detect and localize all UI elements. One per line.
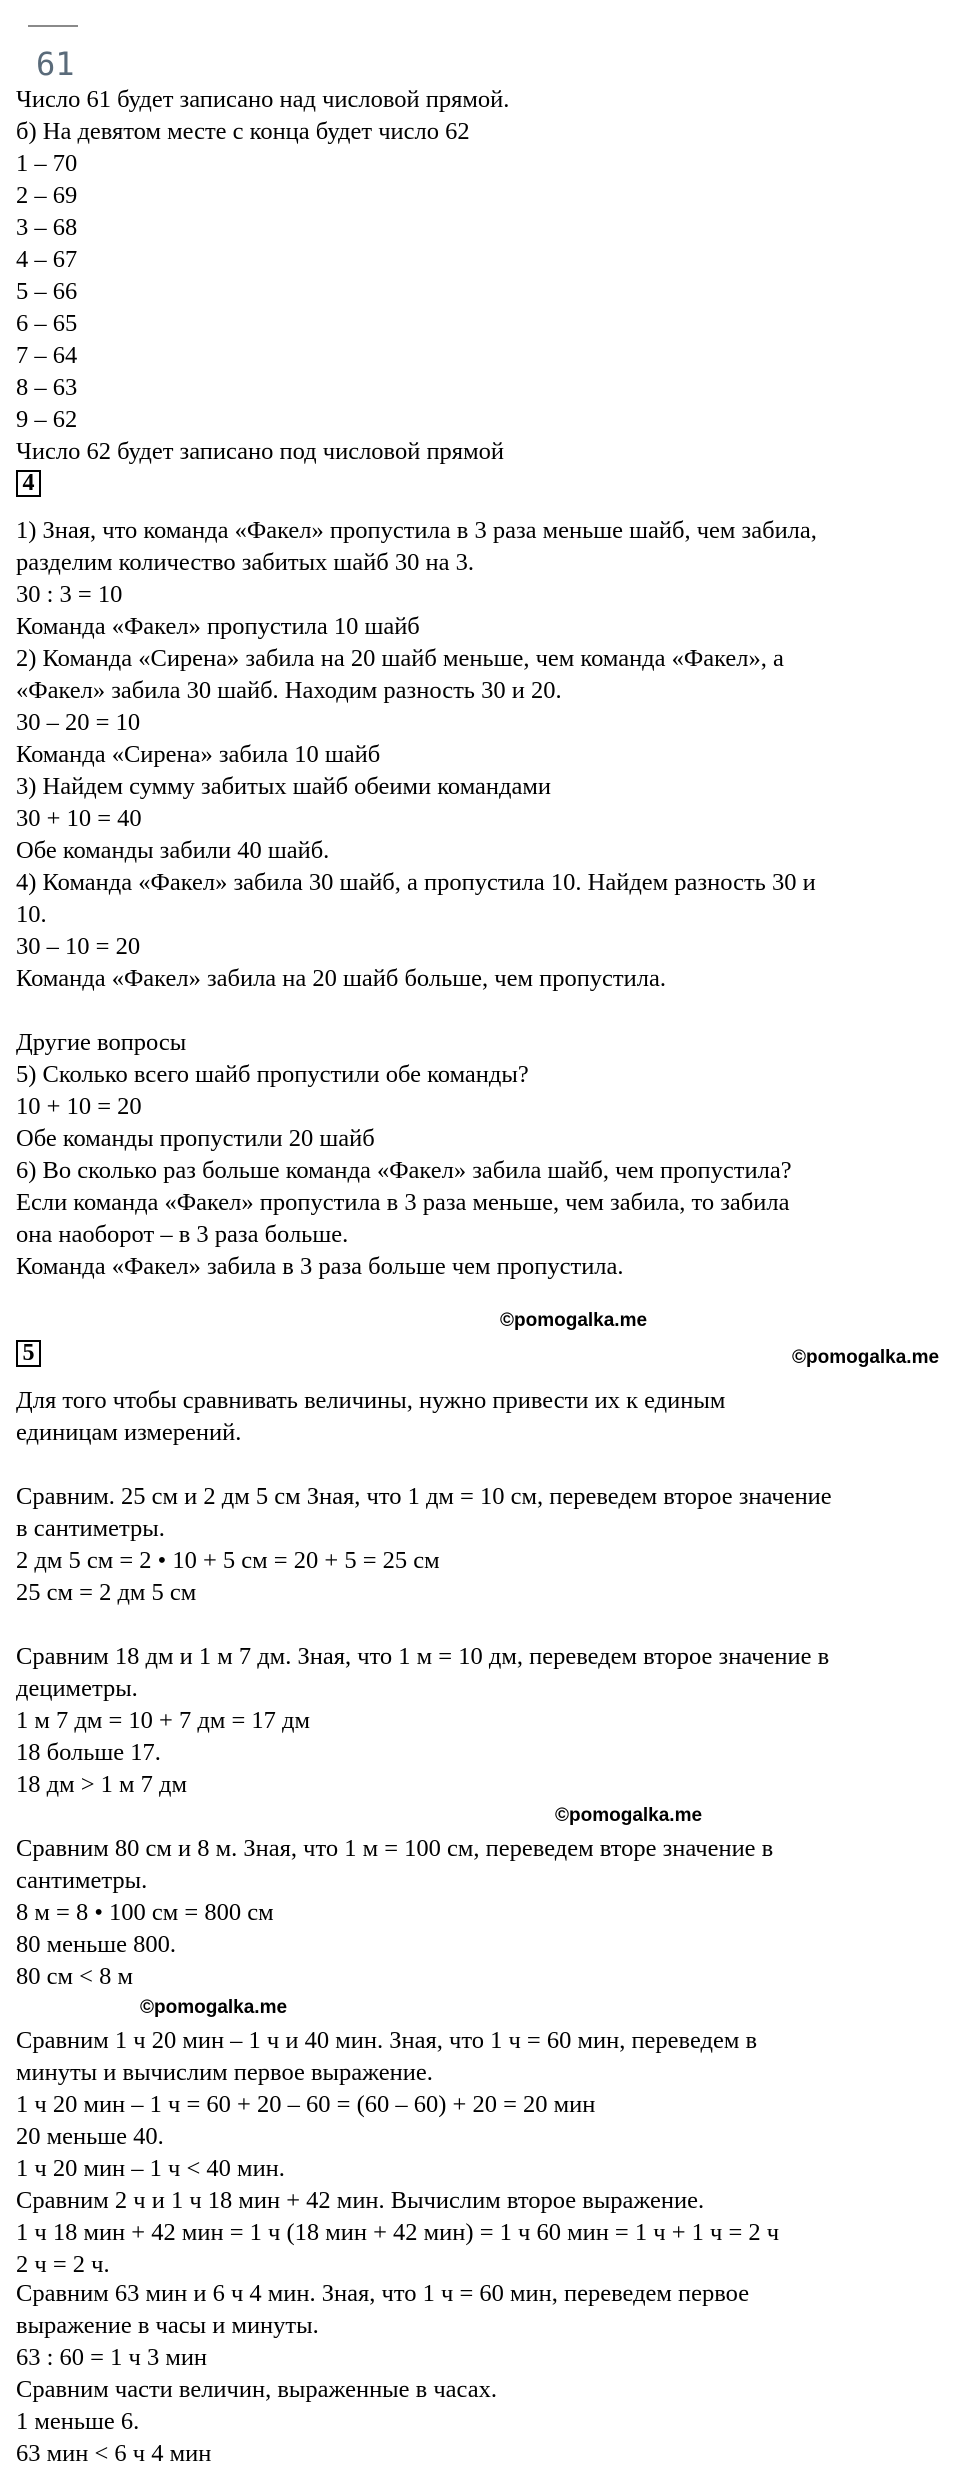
text-line: 6) Во сколько раз больше команда «Факел» забила шайб, чем пропустила? (16, 1157, 792, 1184)
text-line: она наоборот – в 3 раза больше. (16, 1221, 349, 1248)
text-line: Сравним части величин, выраженные в часах. (16, 2376, 497, 2403)
text-line: выражение в часы и минуты. (16, 2312, 319, 2339)
text-line: Команда «Факел» забила в 3 раза больше чем пропустила. (16, 1253, 624, 1280)
text-line: «Факел» забила 30 шайб. Находим разность 30 и 20. (16, 677, 562, 704)
equation: 1 ч 20 мин – 1 ч < 40 мин. (16, 2155, 285, 2182)
text-line: 5) Сколько всего шайб пропустили обе команды? (16, 1061, 529, 1088)
text-line: 10. (16, 901, 47, 928)
text-line: Команда «Факел» забила на 20 шайб больше, чем пропустила. (16, 965, 666, 992)
task-number-5: 5 (16, 1340, 41, 1367)
equation: 63 : 60 = 1 ч 3 мин (16, 2344, 208, 2371)
text-line: Обе команды забили 40 шайб. (16, 837, 330, 864)
equation: 8 м = 8 • 100 см = 800 см (16, 1899, 274, 1926)
top-rule (28, 25, 78, 27)
text-line: Сравним 18 дм и 1 м 7 дм. Зная, что 1 м = 10 дм, переведем второе значение в (16, 1643, 830, 1670)
equation: 30 : 3 = 10 (16, 581, 123, 608)
text-line: Сравним 80 см и 8 м. Зная, что 1 м = 100 см, переведем вторе значение в (16, 1835, 774, 1862)
text-line: 2) Команда «Сирена» забила на 20 шайб меньше, чем команда «Факел», а (16, 645, 784, 672)
text-line: Сравним 2 ч и 1 ч 18 мин + 42 мин. Вычислим второе выражение. (16, 2187, 705, 2214)
text-line: 20 меньше 40. (16, 2123, 164, 2150)
text-line: Сравним 63 мин и 6 ч 4 мин. Зная, что 1 ч = 60 мин, переведем первое (16, 2280, 750, 2307)
watermark: ©pomogalka.me (792, 1347, 940, 1368)
text-line: 3) Найдем сумму забитых шайб обеими командами (16, 773, 551, 800)
text-line: Число 61 будет записано над числовой прямой. (16, 86, 510, 113)
text-line: Сравним 1 ч 20 мин – 1 ч и 40 мин. Зная, что 1 ч = 60 мин, переведем в (16, 2027, 758, 2054)
text-line: б) На девятом месте с конца будет число 62 (16, 118, 470, 145)
text-line: Обе команды пропустили 20 шайб (16, 1125, 375, 1152)
equation: 1 ч 20 мин – 1 ч = 60 + 20 – 60 = (60 – 60) + 20 = 20 мин (16, 2091, 596, 2118)
watermark: ©pomogalka.me (555, 1805, 703, 1826)
text-line: Для того чтобы сравнивать величины, нужно привести их к единым (16, 1387, 726, 1414)
list-item: 9 – 62 (16, 406, 78, 433)
task-number-4: 4 (16, 470, 41, 497)
text-line: Число 62 будет записано под числовой прямой (16, 438, 504, 465)
equation: 2 ч = 2 ч. (16, 2251, 110, 2278)
list-item: 7 – 64 (16, 342, 78, 369)
text-line: минуты и вычислим первое выражение. (16, 2059, 433, 2086)
text-line: в сантиметры. (16, 1515, 165, 1542)
text-line: Команда «Сирена» забила 10 шайб (16, 741, 381, 768)
equation: 10 + 10 = 20 (16, 1093, 142, 1120)
text-line: 1 меньше 6. (16, 2408, 140, 2435)
text-line: 1) Зная, что команда «Факел» пропустила в 3 раза меньше шайб, чем забила, (16, 517, 817, 544)
list-item: 4 – 67 (16, 246, 78, 273)
text-line: 80 меньше 800. (16, 1931, 177, 1958)
subheading: Другие вопросы (16, 1029, 187, 1056)
text-line: Команда «Факел» пропустила 10 шайб (16, 613, 420, 640)
equation: 2 дм 5 см = 2 • 10 + 5 см = 20 + 5 = 25 см (16, 1547, 440, 1574)
equation: 80 см < 8 м (16, 1963, 133, 1990)
text-line: 4) Команда «Факел» забила 30 шайб, а пропустила 10. Найдем разность 30 и (16, 869, 816, 896)
list-item: 6 – 65 (16, 310, 78, 337)
equation: 1 ч 18 мин + 42 мин = 1 ч (18 мин + 42 мин) = 1 ч 60 мин = 1 ч + 1 ч = 2 ч (16, 2219, 780, 2246)
text-line: сантиметры. (16, 1867, 148, 1894)
list-item: 1 – 70 (16, 150, 78, 177)
text-line: Если команда «Факел» пропустила в 3 раза меньше, чем забила, то забила (16, 1189, 790, 1216)
watermark: ©pomogalka.me (500, 1310, 648, 1331)
watermark: ©pomogalka.me (140, 1997, 288, 2018)
equation: 30 – 10 = 20 (16, 933, 141, 960)
list-item: 8 – 63 (16, 374, 78, 401)
equation: 30 + 10 = 40 (16, 805, 142, 832)
list-item: 2 – 69 (16, 182, 78, 209)
text-line: разделим количество забитых шайб 30 на 3. (16, 549, 474, 576)
equation: 18 дм > 1 м 7 дм (16, 1771, 188, 1798)
equation: 25 см = 2 дм 5 см (16, 1579, 197, 1606)
equation: 63 мин < 6 ч 4 мин (16, 2440, 212, 2467)
equation: 30 – 20 = 10 (16, 709, 141, 736)
list-item: 3 – 68 (16, 214, 78, 241)
text-line: дециметры. (16, 1675, 138, 1702)
text-line: единицам измерений. (16, 1419, 242, 1446)
page-number: 61 (36, 45, 75, 83)
equation: 1 м 7 дм = 10 + 7 дм = 17 дм (16, 1707, 310, 1734)
text-line: Сравним. 25 см и 2 дм 5 см Зная, что 1 дм = 10 см, переведем второе значение (16, 1483, 832, 1510)
list-item: 5 – 66 (16, 278, 78, 305)
text-line: 18 больше 17. (16, 1739, 161, 1766)
